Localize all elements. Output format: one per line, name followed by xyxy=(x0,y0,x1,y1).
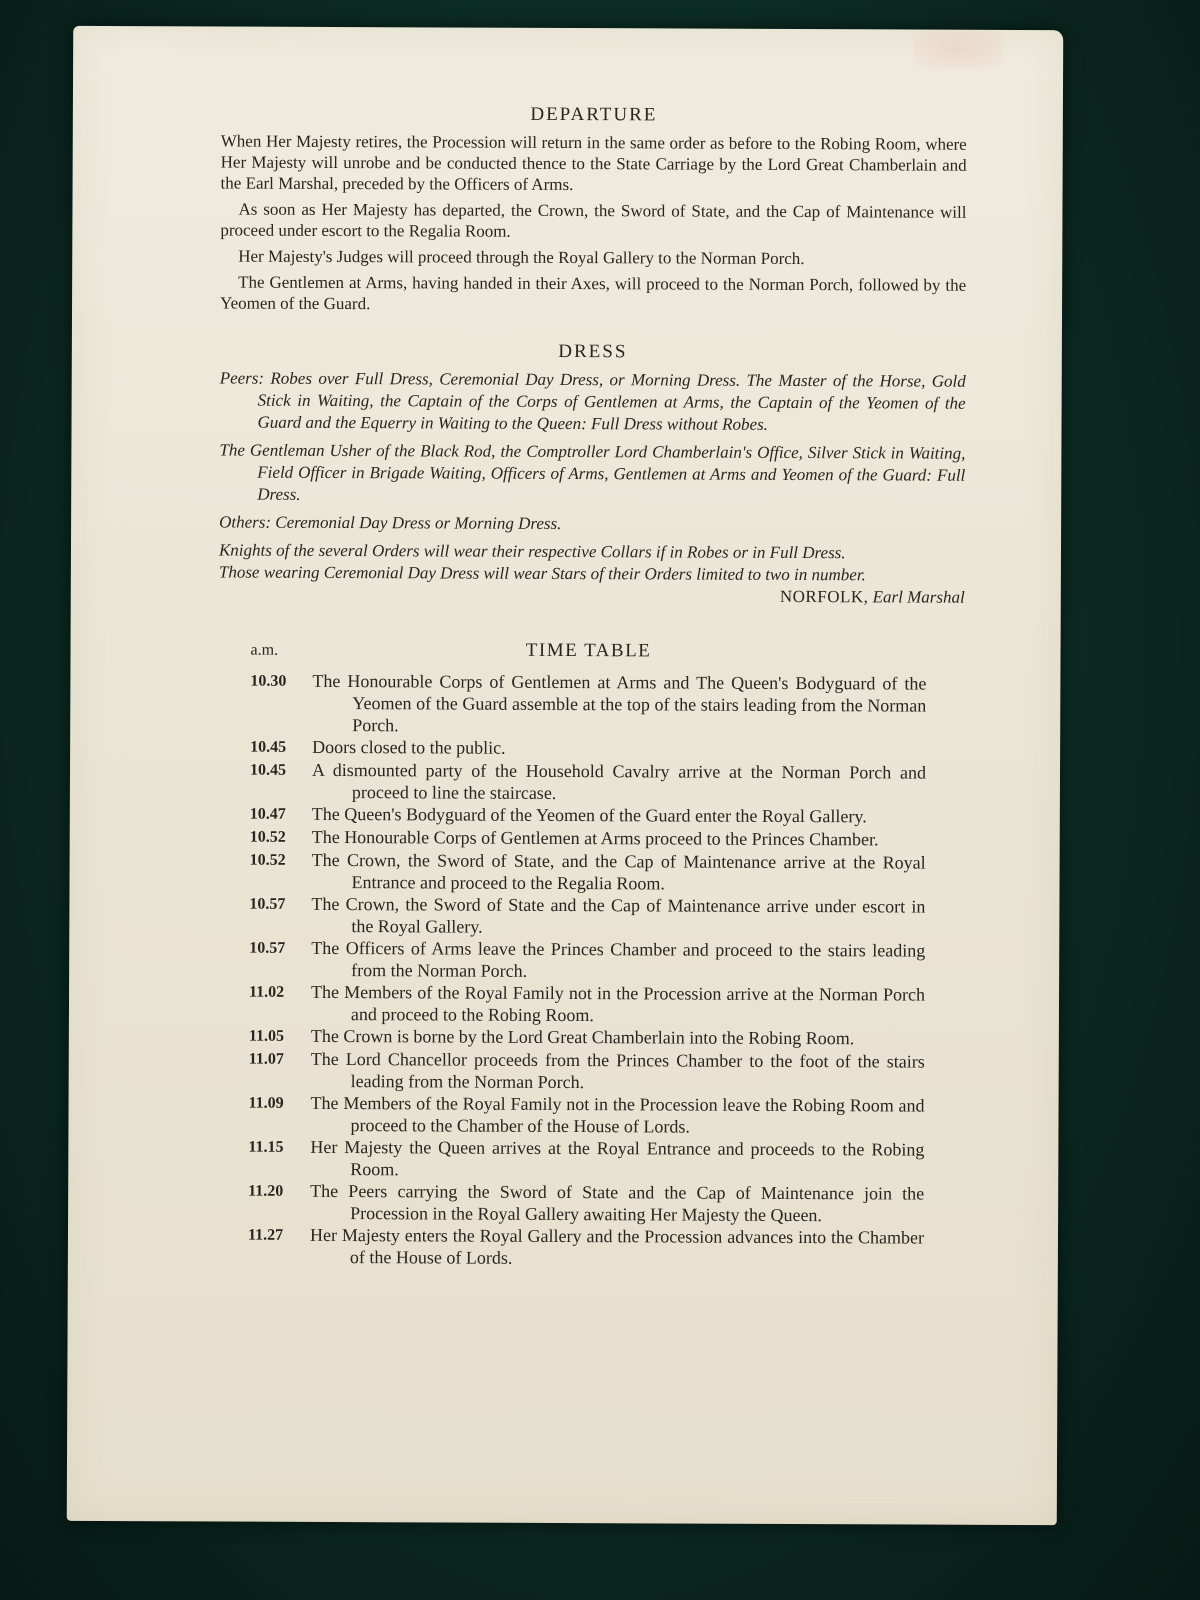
timetable-time: 10.52 xyxy=(249,851,286,869)
timetable-text: The Members of the Royal Family not in the Procession arrive at the Norman Porch and proceed to the Robing Room. xyxy=(311,981,926,1026)
dress-section xyxy=(219,339,966,608)
timetable-row xyxy=(248,1224,924,1271)
timetable-time: 11.07 xyxy=(248,1050,284,1068)
signature xyxy=(219,583,965,608)
timetable-text: The Queen's Bodyguard of the Yeomen of the Guard enter the Royal Gallery. xyxy=(311,803,867,827)
timetable-text: The Crown, the Sword of State and the Cap of Maintenance arrive under escort in the Royal Gallery. xyxy=(311,893,926,937)
timetable-time: 10.52 xyxy=(249,828,286,846)
timetable-row xyxy=(249,893,925,940)
timetable-text: Her Majesty the Queen arrives at the Royal Entrance and proceeds to the Robing Room. xyxy=(310,1136,925,1180)
timetable-time: 10.57 xyxy=(249,939,286,957)
departure-heading: DEPARTURE xyxy=(530,103,658,126)
timetable-text: A dismounted party of the Household Cavalry arrive at the Norman Porch and proceed to line the staircase. xyxy=(311,759,927,803)
timetable-text: The Crown is borne by the Lord Great Chamberlain into the Robing Room. xyxy=(310,1025,855,1049)
timetable-row xyxy=(249,849,925,896)
timetable-row xyxy=(249,1048,925,1095)
timetable-text: The Members of the Royal Family not in the Procession leave the Robing Room and proceed to the Chamber of the House of Lords. xyxy=(310,1092,925,1137)
dress-item: Knights of the several Orders will wear their respective Collars if in Robes or in Full Dress. xyxy=(218,540,846,563)
timetable-text: Doors closed to the public. xyxy=(312,736,506,758)
timetable-row xyxy=(250,670,926,739)
dress-item: Others: Ceremonial Day Dress or Morning Dress. xyxy=(219,512,562,533)
sheet-content xyxy=(216,102,967,1270)
timetable-row xyxy=(249,981,925,1028)
timetable-text: The Officers of Arms leave the Princes Chamber and proceed to the stairs leading from the Norman Porch. xyxy=(311,937,926,981)
timetable-time: 11.05 xyxy=(248,1027,285,1045)
timetable-time: 10.57 xyxy=(249,895,286,913)
timetable-header xyxy=(250,636,926,667)
timetable-text: The Lord Chancellor proceeds from the Princes Chamber to the foot of the stairs leading from the Norman Porch. xyxy=(310,1048,925,1093)
paper-stain xyxy=(913,30,1003,70)
timetable-time: 11.20 xyxy=(248,1182,284,1200)
timetable-row xyxy=(248,1180,924,1227)
timetable-time: 11.27 xyxy=(247,1226,284,1244)
timetable-time: 10.30 xyxy=(250,672,287,690)
timetable-row xyxy=(250,803,926,829)
timetable-text: Her Majesty enters the Royal Gallery and the Procession advances into the Chamber of the House of Lords. xyxy=(309,1224,925,1268)
timetable-time: 11.02 xyxy=(249,983,285,1001)
timetable-section xyxy=(248,636,927,1271)
dress-item: The Gentleman Usher of the Black Rod, the Comptroller Lord Chamberlain's Office, Silver Stick in Waiting, Field Officer in Brigade Waiting, Officers of Arms, Gentlemen at Arms and Yeomen of the Guard: Full Dress. xyxy=(219,440,966,504)
timetable-text: The Peers carrying the Sword of State and the Cap of Maintenance join the Procession in the Royal Gallery awaiting Her Majesty the Queen. xyxy=(310,1180,925,1226)
timetable-row xyxy=(250,759,926,806)
timetable-row xyxy=(250,736,926,762)
timetable-text: The Honourable Corps of Gentlemen at Arms proceed to the Princes Chamber. xyxy=(311,826,879,850)
printed-sheet xyxy=(67,26,1064,1525)
timetable-time: 11.15 xyxy=(248,1138,284,1156)
departure-paragraph: When Her Majesty retires, the Procession will return in the same order as before to the Robing Room, where Her Majesty will unrobe and be conducted thence to the State Carriage by the Lord Great Chamberlain and the Earl Marshal, preceded by the Officers of Arms. xyxy=(220,131,967,195)
departure-paragraph: The Gentlemen at Arms, having handed in their Axes, will proceed to the Norman Porch, followed by the Yeomen of the Guard. xyxy=(220,272,967,314)
timetable-text: The Crown, the Sword of State, and the Cap of Maintenance arrive at the Royal Entrance and proceed to the Regalia Room. xyxy=(311,849,926,894)
timetable-row xyxy=(248,1136,924,1183)
departure-paragraph: Her Majesty's Judges will proceed through the Royal Gallery to the Norman Porch. xyxy=(238,246,805,269)
timetable-row xyxy=(248,1092,924,1139)
timetable-time: 10.45 xyxy=(250,738,287,756)
signature-title: Earl Marshal xyxy=(872,587,965,607)
signature-name: NORFOLK, xyxy=(779,586,869,607)
timetable-row xyxy=(249,1025,925,1051)
departure-paragraph: As soon as Her Majesty has departed, the Crown, the Sword of State, and the Cap of Maintenance will proceed under escort to the Regalia Room. xyxy=(220,199,967,241)
dress-item: Those wearing Ceremonial Day Dress will wear Stars of their Orders limited to two in number. xyxy=(218,562,866,585)
departure-section xyxy=(220,102,967,316)
timetable-time: 10.45 xyxy=(249,761,287,779)
timetable-row xyxy=(250,826,926,852)
timetable-period-label: a.m. xyxy=(250,641,279,659)
timetable-row xyxy=(249,937,925,984)
timetable-text: The Honourable Corps of Gentlemen at Arms and The Queen's Bodyguard of the Yeomen of the Guard assemble at the top of the stairs leading from the Norman Porch. xyxy=(312,670,927,736)
dress-heading: DRESS xyxy=(558,340,628,363)
timetable-time: 10.47 xyxy=(249,805,286,823)
timetable-heading: TIME TABLE xyxy=(525,639,652,662)
timetable-time: 11.09 xyxy=(248,1094,284,1112)
dress-item: Peers: Robes over Full Dress, Ceremonial Day Dress, or Morning Dress. The Master of the Horse, Gold Stick in Waiting, the Captain of the Corps of Gentlemen at Arms, the Captain of the Yeomen of the Guard and the Equerry in Waiting to the Queen: Full Dress without Robes. xyxy=(219,368,966,434)
